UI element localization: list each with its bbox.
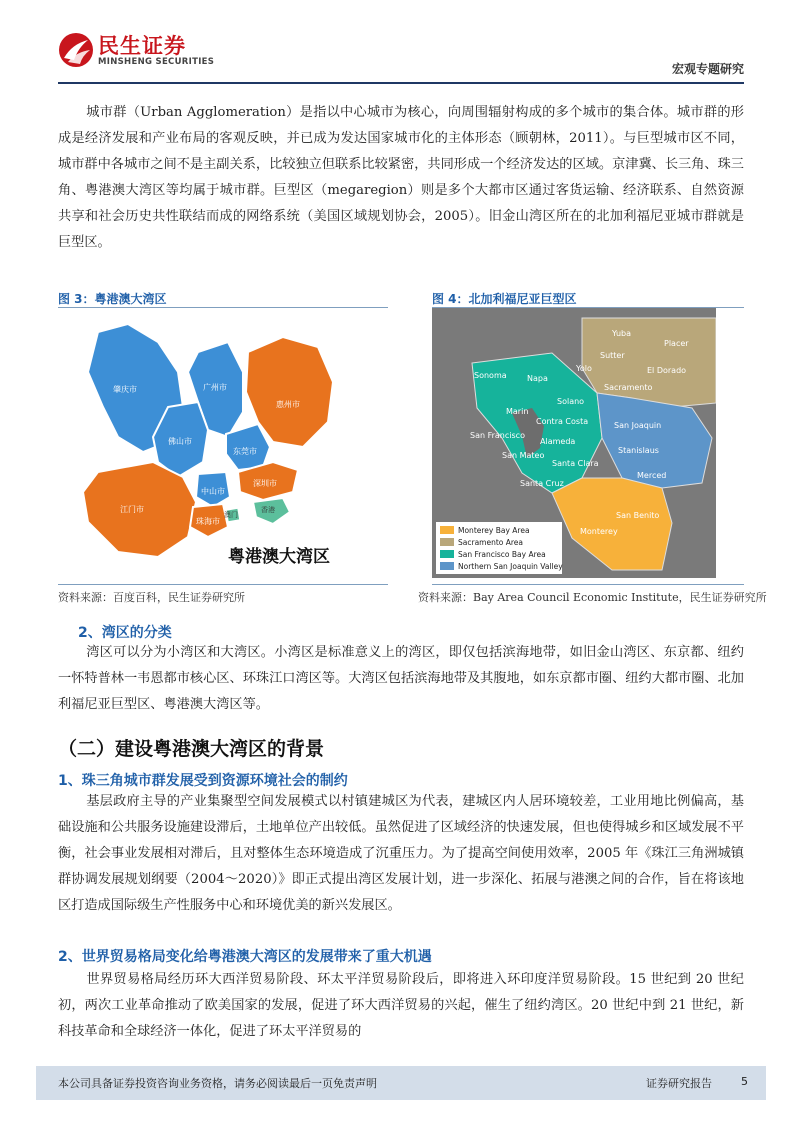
label-guangzhou: 广州市	[203, 383, 227, 392]
label-san-joaquin: San Joaquin	[614, 421, 662, 430]
page-header	[0, 0, 802, 90]
label-merced: Merced	[637, 471, 667, 480]
sub2-paragraph	[58, 967, 744, 1045]
label-placer: Placer	[664, 339, 689, 348]
label-zhaoqing: 肇庆市	[113, 385, 137, 394]
company-name-en: MINSHENG SECURITIES	[98, 57, 215, 67]
footer-disclaimer: 本公司具备证券投资咨询业务资格，请务必阅读最后一页免责声明	[58, 1077, 377, 1090]
legend-monterey: Monterey Bay Area	[458, 526, 530, 535]
intro-paragraph	[58, 100, 744, 256]
company-name-cn: 民生证券	[98, 34, 186, 58]
logo-emblem-icon	[58, 30, 94, 70]
label-santa-clara: Santa Clara	[552, 459, 599, 468]
gba-map-svg	[58, 312, 388, 580]
section2-heading: （二）建设粤港澳大湾区的背景	[58, 738, 325, 760]
report-type: 宏观专题研究	[671, 62, 744, 76]
sub1-heading: 1、珠三角城市群发展受到资源环境社会的制约	[58, 773, 348, 789]
figure3-source: 资料来源：百度百科，民生证券研究所	[58, 591, 245, 604]
label-san-francisco: San Francisco	[470, 431, 525, 440]
label-stanislaus: Stanislaus	[618, 446, 659, 455]
sub2-heading: 2、世界贸易格局变化给粤港澳大湾区的发展带来了重大机遇	[58, 949, 432, 965]
sub1-paragraph	[58, 789, 744, 919]
label-monterey: Monterey	[580, 527, 618, 536]
label-santa-cruz: Santa Cruz	[520, 479, 564, 488]
label-contra-costa: Contra Costa	[536, 417, 589, 426]
intro-text: 城市群（Urban Agglomeration）是指以中心城市为核心，向周围辐射构成的多个城市的集合体。城市群的形成是经济发展和产业布局的客观反映，并已成为发达国家城市化的主体形态（顾朝林，2011）。与巨型城市区不同，城市群中各城市之间不是主副关系，比较独立但联系比较紧密，共同形成一个经济发达的区域。京津冀、长三角、珠三角、粤港澳大湾区等均属于城市群。巨型区（megaregion）则是多个大都市区通过客货运输、经济联系、自然资源共享和社会历史共性联结而成的网络系统（美国区域规划协会，2005）。旧金山湾区所在的北加利福尼亚城市群就是巨型区。	[58, 105, 744, 250]
label-huizhou: 惠州市	[276, 400, 300, 409]
label-san-benito: San Benito	[616, 511, 660, 520]
figure3-title: 图 3：粤港澳大湾区	[58, 292, 167, 306]
label-solano: Solano	[557, 397, 585, 406]
label-marin: Marin	[506, 407, 529, 416]
sub2-text: 世界贸易格局经历环大西洋贸易阶段、环太平洋贸易阶段后，即将进入环印度洋贸易阶段。15 世纪到 20 世纪初，两次工业革命推动了欧美国家的发展，促进了环大西洋贸易的兴起，催生了纽约湾区。20 世纪中到 21 世纪，新科技革命和全球经济一体化，促进了环太平洋贸易的	[58, 972, 744, 1039]
figure4-source: 资料来源：Bay Area Council Economic Institute，民生证券研究所	[418, 591, 767, 604]
legend-swatch-monterey	[440, 526, 454, 534]
label-sutter: Sutter	[600, 351, 625, 360]
label-napa: Napa	[527, 374, 548, 383]
northern-california-map	[432, 308, 716, 578]
label-yolo: Yolo	[576, 364, 592, 373]
legend-san-joaquin: Northern San Joaquin Valley	[458, 562, 563, 571]
greater-bay-area-map	[58, 312, 388, 580]
header-divider	[58, 82, 744, 84]
label-hongkong: 香港	[261, 506, 275, 514]
page-number: 5	[741, 1075, 748, 1088]
page-footer	[36, 1066, 766, 1100]
label-macau: 澳门	[224, 511, 238, 519]
figure4-bottom-rule	[432, 584, 744, 585]
footer-report-label: 证券研究报告	[646, 1077, 712, 1090]
label-dongguan: 东莞市	[233, 447, 257, 456]
label-san-mateo: San Mateo	[502, 451, 545, 460]
label-yuba: Yuba	[612, 329, 632, 338]
bay-types-paragraph	[58, 640, 744, 718]
figure3-bottom-rule	[58, 584, 388, 585]
legend-sf-bay: San Francisco Bay Area	[458, 550, 546, 559]
figure4-title: 图 4：北加利福尼亚巨型区	[432, 292, 577, 306]
label-el-dorado: El Dorado	[647, 366, 687, 375]
label-shenzhen: 深圳市	[253, 479, 277, 488]
legend-swatch-sf-bay	[440, 550, 454, 558]
legend-swatch-sacramento	[440, 538, 454, 546]
label-zhuhai: 珠海市	[196, 517, 220, 526]
gba-map-title: 粤港澳大湾区	[228, 547, 330, 567]
legend-sacramento: Sacramento Area	[458, 538, 524, 547]
company-logo	[58, 30, 228, 74]
label-sacramento: Sacramento	[604, 383, 653, 392]
bay-types-text: 湾区可以分为小湾区和大湾区。小湾区是标准意义上的湾区，即仅包括滨海地带，如旧金山湾区、东京都、纽约一怀特普林一韦恩都市核心区、环珠江口湾区等。大湾区包括滨海地带及其腹地，如东京都市圈、纽约大都市圈、北加利福尼亚巨型区、粤港澳大湾区等。	[58, 645, 744, 712]
label-zhongshan: 中山市	[201, 487, 225, 496]
legend-swatch-san-joaquin	[440, 562, 454, 570]
figure3-title-rule	[58, 307, 388, 308]
label-alameda: Alameda	[540, 437, 576, 446]
bay-types-heading: 2、湾区的分类	[78, 625, 172, 641]
sub1-text: 基层政府主导的产业集聚型空间发展模式以村镇建城区为代表，建城区内人居环境较差，工业用地比例偏高，基础设施和公共服务设施建设滞后，土地单位产出较低。虽然促进了区域经济的快速发展，但也使得城乡和区域发展不平衡，社会事业发展相对滞后，且对整体生态环境造成了沉重压力。为了提高空间使用效率，2005 年《珠江三角洲城镇群协调发展规划纲要（2004～2020）》即正式提出湾区发展计划，进一步深化、拓展与港澳之间的合作，旨在将该地区打造成国际级生产性服务中心和环境优美的新兴发展区。	[58, 794, 744, 913]
label-sonoma: Sonoma	[474, 371, 507, 380]
norcal-map-svg	[432, 308, 716, 578]
label-foshan: 佛山市	[168, 437, 192, 446]
label-jiangmen: 江门市	[120, 505, 144, 514]
